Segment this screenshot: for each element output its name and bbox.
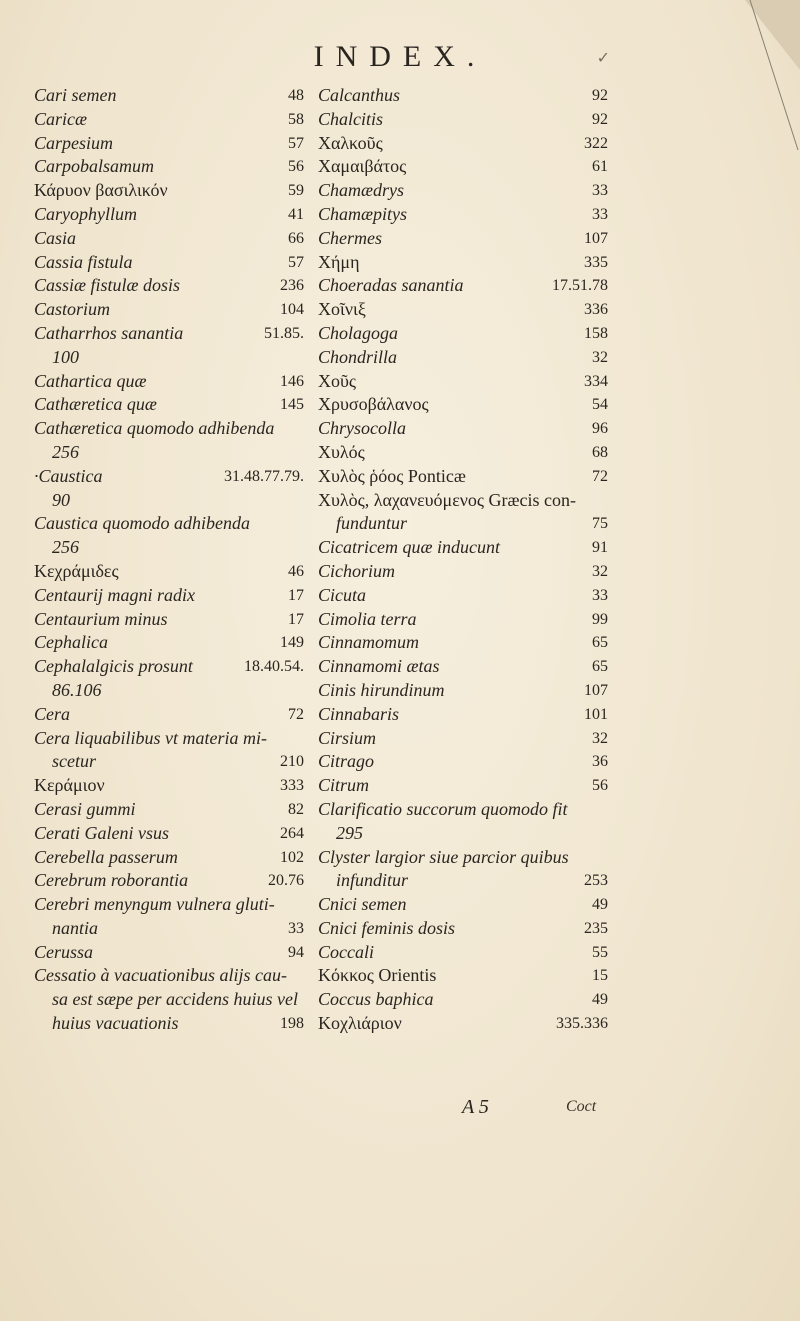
index-term: 295 xyxy=(336,822,363,843)
index-entry xyxy=(318,846,608,870)
index-term: Cassia fistula xyxy=(34,251,133,272)
page-number: 32 xyxy=(592,729,608,747)
index-entry xyxy=(318,703,608,727)
index-term: Cera liquabilibus vt materia mi- xyxy=(34,727,267,748)
index-term: Cessatio à vacuationibus alijs cau- xyxy=(34,965,287,986)
index-term: Cicatricem quæ inducunt xyxy=(318,537,500,558)
index-entry xyxy=(34,988,304,1012)
check-mark-icon: ✓ xyxy=(596,50,610,67)
index-entry xyxy=(34,417,304,441)
page-number: 57 xyxy=(288,253,304,271)
index-entry xyxy=(318,417,608,441)
page-number: 20.76 xyxy=(268,872,304,890)
index-term: Cerebri menyngum vulnera gluti- xyxy=(34,894,275,915)
index-entry xyxy=(34,631,304,655)
index-term: Κάρυον βασιλικόν xyxy=(34,180,168,201)
index-term: Cathæretica quæ xyxy=(34,394,157,415)
page-number: 59 xyxy=(288,182,304,200)
page-number: 57 xyxy=(288,134,304,152)
page-number: 55 xyxy=(592,943,608,961)
index-term: Cerasi gummi xyxy=(34,798,136,819)
index-term: Citrago xyxy=(318,751,375,772)
page-number: 145 xyxy=(280,396,304,414)
index-term: Centaurij magni radix xyxy=(34,584,195,605)
page-number: 61 xyxy=(592,158,608,176)
index-entry xyxy=(318,631,608,655)
index-entry xyxy=(34,941,304,965)
page-number: 33 xyxy=(592,182,608,200)
index-term: Cicuta xyxy=(318,584,366,605)
index-entry xyxy=(34,560,304,584)
index-entry xyxy=(318,822,608,846)
index-term: nantia xyxy=(52,917,99,938)
index-term: Catharrhos sanantia xyxy=(34,322,184,343)
index-term: Χοῖνιξ xyxy=(318,299,366,320)
index-entry xyxy=(318,798,608,822)
index-term: Cirsium xyxy=(318,727,377,748)
index-term: Cichorium xyxy=(318,560,396,581)
index-entry xyxy=(318,108,608,132)
index-entry xyxy=(34,179,304,203)
index-term: Χοῦς xyxy=(318,370,357,391)
index-term: 256 xyxy=(52,441,79,462)
index-entry xyxy=(34,1012,304,1036)
index-entry xyxy=(318,750,608,774)
page-number: 158 xyxy=(584,324,608,342)
index-entry xyxy=(318,298,608,322)
index-entry xyxy=(318,155,608,179)
index-term: Cerussa xyxy=(34,941,94,962)
index-term: Chamædrys xyxy=(318,180,405,201)
index-term: Χήμη xyxy=(318,251,360,272)
index-entry xyxy=(34,370,304,394)
index-entry xyxy=(318,869,608,893)
index-entry xyxy=(318,655,608,679)
index-entry xyxy=(34,774,304,798)
index-column-left xyxy=(34,84,304,1036)
index-term: Citrum xyxy=(318,775,370,796)
index-entry xyxy=(318,608,608,632)
index-term: Κοχλιάριον xyxy=(318,1013,402,1034)
page-number: 49 xyxy=(592,991,608,1009)
page-number: 334 xyxy=(584,372,608,390)
index-entry xyxy=(318,727,608,751)
page-number: 65 xyxy=(592,658,608,676)
index-entry xyxy=(34,155,304,179)
index-term: Chondrilla xyxy=(318,346,398,367)
index-term: Cinis hirundinum xyxy=(318,679,445,700)
page-number: 322 xyxy=(584,134,608,152)
index-term: Choeradas sanantia xyxy=(318,275,464,296)
index-entry xyxy=(318,465,608,489)
index-entry xyxy=(318,203,608,227)
index-term: funduntur xyxy=(336,513,408,534)
index-entry xyxy=(34,108,304,132)
index-term: 90 xyxy=(52,489,70,510)
page-edge-fold xyxy=(740,0,800,160)
index-entry xyxy=(318,679,608,703)
index-entry xyxy=(318,274,608,298)
index-entry xyxy=(34,703,304,727)
page-number: 17 xyxy=(288,610,304,628)
index-entry xyxy=(318,560,608,584)
index-term: Cathæretica quomodo adhibenda xyxy=(34,418,275,439)
page-number: 107 xyxy=(584,229,608,247)
index-term: Carpesium xyxy=(34,132,114,153)
index-entry xyxy=(318,227,608,251)
index-entry xyxy=(318,536,608,560)
page-number: 33 xyxy=(592,205,608,223)
index-entry xyxy=(34,798,304,822)
index-term: Cinnamomum xyxy=(318,632,420,653)
index-term: 100 xyxy=(52,346,79,367)
page-number: 36 xyxy=(592,753,608,771)
page-number: 107 xyxy=(584,681,608,699)
page-number: 33 xyxy=(592,586,608,604)
index-entry xyxy=(318,441,608,465)
page-number: 92 xyxy=(592,110,608,128)
index-term: Clarificatio succorum quomodo fit xyxy=(318,798,568,819)
index-column-right xyxy=(318,84,608,1036)
page-number: 333 xyxy=(280,777,304,795)
page-number: 48 xyxy=(288,87,304,104)
index-term: Chalcitis xyxy=(318,108,384,129)
page-number: 101 xyxy=(584,705,608,723)
page-number: 56 xyxy=(592,777,608,795)
index-term: Χρυσοβάλανος xyxy=(318,394,429,415)
page-number: 264 xyxy=(280,824,304,842)
index-entry xyxy=(34,846,304,870)
index-term: Cerebrum roborantia xyxy=(34,870,189,891)
page-number: 72 xyxy=(288,705,304,723)
index-entry xyxy=(34,298,304,322)
page-number: 92 xyxy=(592,87,608,104)
index-entry xyxy=(318,251,608,275)
index-entry xyxy=(34,893,304,917)
index-entry xyxy=(34,822,304,846)
index-term: Carpobalsamum xyxy=(34,156,155,177)
page-number: 82 xyxy=(288,800,304,818)
signature-mark: A 5 xyxy=(462,1096,489,1118)
index-entry xyxy=(318,370,608,394)
page-number: 336 xyxy=(584,301,608,319)
index-term: Cholagoga xyxy=(318,322,399,343)
index-term: Χαλκοῦς xyxy=(318,132,383,153)
index-entry xyxy=(318,179,608,203)
index-term: Casia xyxy=(34,227,77,248)
index-term: Centaurium minus xyxy=(34,608,168,629)
page-number: 75 xyxy=(592,515,608,533)
index-entry xyxy=(318,893,608,917)
index-entry xyxy=(318,393,608,417)
index-term: Cephalalgicis prosunt xyxy=(34,656,193,677)
index-entry xyxy=(318,1012,608,1036)
index-term: Cnici feminis dosis xyxy=(318,917,456,938)
index-entry xyxy=(318,584,608,608)
index-term: Cinnamomi ætas xyxy=(318,656,440,677)
index-term: scetur xyxy=(52,751,96,772)
page-number: 33 xyxy=(288,919,304,937)
index-entry xyxy=(34,465,304,489)
index-entry xyxy=(34,132,304,156)
index-term: Cerati Galeni vsus xyxy=(34,822,169,843)
index-term: Cerebella passerum xyxy=(34,846,178,867)
page-title: INDEX. xyxy=(313,40,487,73)
index-entry xyxy=(34,608,304,632)
page-number: 17 xyxy=(288,586,304,604)
page-number: 51.85. xyxy=(264,324,304,342)
index-entry xyxy=(34,727,304,751)
index-entry xyxy=(318,964,608,988)
page-number: 235 xyxy=(584,919,608,937)
index-term: Χυλός xyxy=(318,441,365,462)
page-number: 335.336 xyxy=(556,1015,608,1033)
index-entry xyxy=(34,655,304,679)
page-number: 146 xyxy=(280,372,304,390)
index-entry xyxy=(318,346,608,370)
index-term: Caricæ xyxy=(34,108,88,129)
index-term: Κόκκος Orientis xyxy=(318,965,437,986)
index-term: Cnici semen xyxy=(318,894,407,915)
index-term: Cephalica xyxy=(34,632,108,653)
page-number: 46 xyxy=(288,562,304,580)
index-entry xyxy=(318,941,608,965)
index-entry xyxy=(34,512,304,536)
page-number: 149 xyxy=(280,634,304,652)
index-term: huius vacuationis xyxy=(52,1013,179,1034)
index-entry xyxy=(34,917,304,941)
index-term: Castorium xyxy=(34,299,111,320)
page-number: 99 xyxy=(592,610,608,628)
index-term: Cathartica quæ xyxy=(34,370,147,391)
index-term: Χυλὸς, λαχανευόμενος Græcis con- xyxy=(318,489,577,510)
page-number: 102 xyxy=(280,848,304,866)
index-term: 86.106 xyxy=(52,679,102,700)
page-number: 253 xyxy=(584,872,608,890)
index-term: ·Caustica xyxy=(34,465,103,486)
page-number: 236 xyxy=(280,277,304,295)
index-entry xyxy=(34,274,304,298)
page-number: 66 xyxy=(288,229,304,247)
page-number: 104 xyxy=(280,301,304,319)
index-term: Κεράμιον xyxy=(34,775,105,796)
index-entry xyxy=(34,393,304,417)
index-entry xyxy=(34,251,304,275)
page-number: 68 xyxy=(592,443,608,461)
index-term: Chamæpitys xyxy=(318,203,408,224)
page-number: 210 xyxy=(280,753,304,771)
index-term: Chrysocolla xyxy=(318,418,406,439)
index-term: Χαμαιβάτος xyxy=(318,156,407,177)
page-number: 18.40.54. xyxy=(244,658,304,676)
page-number: 91 xyxy=(592,539,608,557)
index-entry xyxy=(34,322,304,346)
page-number: 56 xyxy=(288,158,304,176)
index-entry xyxy=(34,227,304,251)
catchword: Coct xyxy=(566,1098,597,1115)
page-number: 72 xyxy=(592,467,608,485)
index-term: Coccus baphica xyxy=(318,989,434,1010)
index-entry xyxy=(34,750,304,774)
index-entry xyxy=(318,988,608,1012)
index-entry xyxy=(318,512,608,536)
index-entry xyxy=(34,679,304,703)
index-term: Chermes xyxy=(318,227,382,248)
page-number: 198 xyxy=(280,1015,304,1033)
page-number: 32 xyxy=(592,562,608,580)
index-term: Clyster largior siue parcior quibus xyxy=(318,846,569,867)
page-number: 65 xyxy=(592,634,608,652)
page-number: 41 xyxy=(288,205,304,223)
index-entry xyxy=(318,917,608,941)
index-entry xyxy=(318,774,608,798)
page-number: 15 xyxy=(592,967,608,985)
index-term: Cari semen xyxy=(34,85,117,105)
index-entry xyxy=(34,346,304,370)
index-term: Cimolia terra xyxy=(318,608,417,629)
page-number: 96 xyxy=(592,420,608,438)
index-entry xyxy=(34,536,304,560)
page-number: 54 xyxy=(592,396,608,414)
index-term: sa est sæpe per accidens huius vel xyxy=(52,989,298,1010)
page-number: 17.51.78 xyxy=(552,277,608,295)
index-entry xyxy=(318,132,608,156)
index-term: Coccali xyxy=(318,941,374,962)
page-number: 49 xyxy=(592,896,608,914)
index-entry xyxy=(34,441,304,465)
index-term: Cera xyxy=(34,703,70,724)
page-number: 32 xyxy=(592,348,608,366)
index-term: infunditur xyxy=(336,870,409,891)
page-number: 94 xyxy=(288,943,304,961)
index-term: Caryophyllum xyxy=(34,203,137,224)
index-entry xyxy=(34,84,304,108)
index-term: Κεχράμιδες xyxy=(34,560,119,581)
index-entry xyxy=(318,84,608,108)
index-entry xyxy=(34,869,304,893)
index-term: Χυλὸς ῥόος Ponticæ xyxy=(318,465,466,486)
index-entry xyxy=(318,322,608,346)
index-term: 256 xyxy=(52,537,79,558)
page-number: 335 xyxy=(584,253,608,271)
index-term: Calcanthus xyxy=(318,85,401,105)
index-term: Caustica quomodo adhibenda xyxy=(34,513,250,534)
index-term: Cinnabaris xyxy=(318,703,400,724)
index-entry xyxy=(34,203,304,227)
index-entry xyxy=(34,964,304,988)
page-number: 58 xyxy=(288,110,304,128)
page-number: 31.48.77.79. xyxy=(224,467,304,485)
index-term: Cassiæ fistulæ dosis xyxy=(34,275,181,296)
index-entry xyxy=(34,489,304,513)
index-entry xyxy=(318,489,608,513)
index-entry xyxy=(34,584,304,608)
